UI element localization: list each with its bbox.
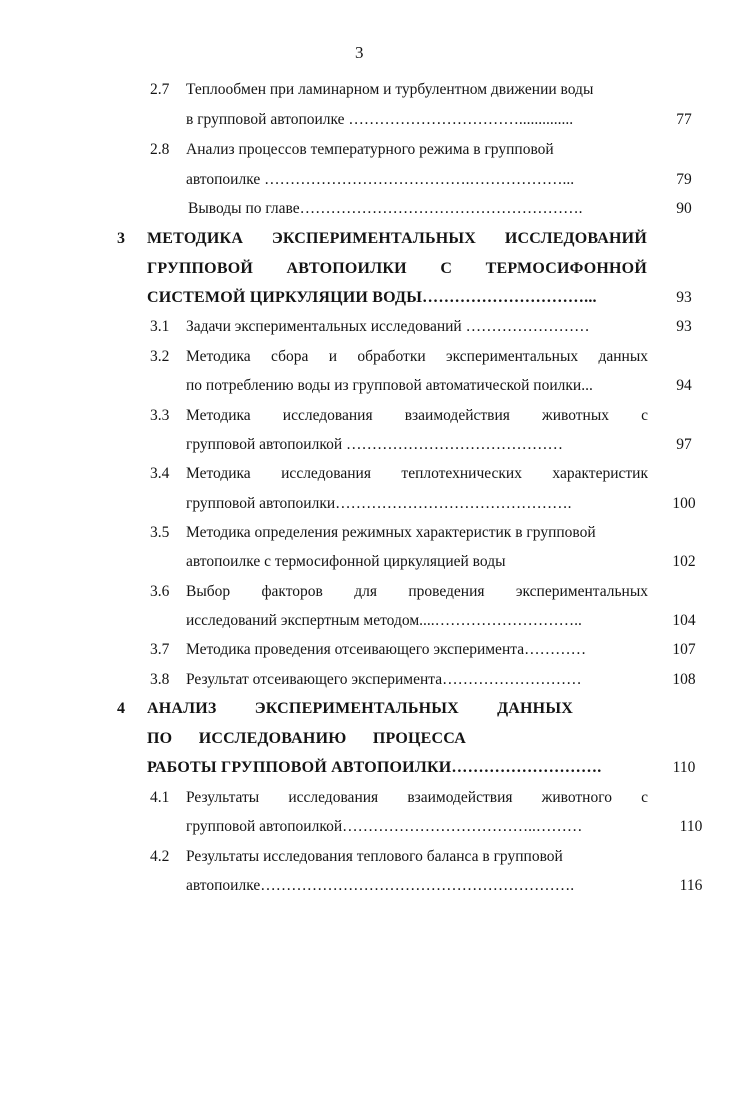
toc-title-cont: групповой автопоилкой …………………………………… bbox=[186, 436, 563, 453]
toc-number: 3.4 bbox=[150, 465, 170, 482]
toc-title-cont: ГРУППОВОЙ АВТОПОИЛКИ С ТЕРМОСИФОННОЙ bbox=[147, 260, 647, 277]
toc-title: Результат отсеивающего эксперимента……………………… bbox=[186, 671, 582, 688]
toc-number: 4.2 bbox=[150, 848, 170, 865]
toc-page: 108 bbox=[672, 671, 696, 688]
toc-title: Методика проведения отсеивающего эксперимента………… bbox=[186, 641, 587, 658]
toc-page: 94 bbox=[676, 377, 692, 394]
toc-title: Методика исследования взаимодействия животных с bbox=[186, 407, 648, 424]
toc-page: 93 bbox=[676, 289, 692, 306]
toc-number: 4.1 bbox=[150, 789, 170, 806]
toc-page: 102 bbox=[672, 553, 696, 570]
toc-title: Результаты исследования взаимодействия животного с bbox=[186, 789, 648, 806]
toc-title-cont: автопоилке с термосифонной циркуляцией воды bbox=[186, 553, 506, 570]
toc-page: 107 bbox=[672, 641, 696, 658]
toc-page: 104 bbox=[672, 612, 696, 629]
toc-title: АНАЛИЗ ЭКСПЕРИМЕНТАЛЬНЫХ ДАННЫХ bbox=[147, 700, 573, 717]
toc-number: 3.7 bbox=[150, 641, 170, 658]
toc-title: Выбор факторов для проведения экспериментальных bbox=[186, 583, 648, 600]
toc-number: 3 bbox=[117, 230, 126, 247]
toc-page: 110 bbox=[672, 759, 696, 776]
toc-page: 110 bbox=[679, 818, 703, 835]
page-number: 3 bbox=[355, 43, 364, 62]
toc-number: 2.7 bbox=[150, 81, 170, 98]
toc-title: Выводы по главе………………………………………………. bbox=[188, 200, 583, 217]
toc-title-cont: групповой автопоилки………………………………………. bbox=[186, 495, 572, 512]
toc-title-cont: групповой автопоилкой………………………………..……… bbox=[186, 818, 583, 835]
toc-title: Задачи экспериментальных исследований …………………… bbox=[186, 318, 590, 335]
toc-number: 3.3 bbox=[150, 407, 170, 424]
toc-page: 77 bbox=[676, 111, 692, 128]
toc-number: 3.6 bbox=[150, 583, 170, 600]
toc-number: 3.1 bbox=[150, 318, 170, 335]
toc-title-cont: по потреблению воды из групповой автоматической поилки... bbox=[186, 377, 593, 394]
toc-title-cont: в групповой автопоилке …………………………….............. bbox=[186, 111, 574, 128]
toc-title: Методика сбора и обработки экспериментальных данных bbox=[186, 348, 648, 365]
toc-number: 3.5 bbox=[150, 524, 170, 541]
toc-page: 116 bbox=[679, 877, 703, 894]
toc-page: 100 bbox=[672, 495, 696, 512]
toc-title-cont: автопоилке……………………………………………………. bbox=[186, 877, 575, 894]
toc-title-cont: РАБОТЫ ГРУППОВОЙ АВТОПОИЛКИ………………………. bbox=[147, 759, 602, 776]
toc-title: Методика определения режимных характеристик в групповой bbox=[186, 524, 596, 541]
toc-page: 79 bbox=[676, 171, 692, 188]
toc-number: 4 bbox=[117, 700, 126, 717]
toc-title: Анализ процессов температурного режима в групповой bbox=[186, 141, 554, 158]
toc-title: Результаты исследования теплового баланса в групповой bbox=[186, 848, 563, 865]
toc-number: 2.8 bbox=[150, 141, 170, 158]
toc-page: 90 bbox=[676, 200, 692, 217]
toc-title: Теплообмен при ламинарном и турбулентном движении воды bbox=[186, 81, 594, 98]
toc-title-cont: автопоилке ………………………………….………………... bbox=[186, 171, 575, 188]
toc-page: 97 bbox=[676, 436, 692, 453]
toc-page: 93 bbox=[676, 318, 692, 335]
toc-title: Методика исследования теплотехнических характеристик bbox=[186, 465, 648, 482]
toc-title-cont: СИСТЕМОЙ ЦИРКУЛЯЦИИ ВОДЫ…………………………... bbox=[147, 289, 597, 306]
toc-number: 3.8 bbox=[150, 671, 170, 688]
toc-title-cont: исследований экспертным методом....……………………….. bbox=[186, 612, 582, 629]
toc-title: МЕТОДИКА ЭКСПЕРИМЕНТАЛЬНЫХ ИССЛЕДОВАНИЙ bbox=[147, 230, 647, 247]
toc-title-cont: ПО ИССЛЕДОВАНИЮ ПРОЦЕССА bbox=[147, 730, 466, 747]
toc-number: 3.2 bbox=[150, 348, 170, 365]
